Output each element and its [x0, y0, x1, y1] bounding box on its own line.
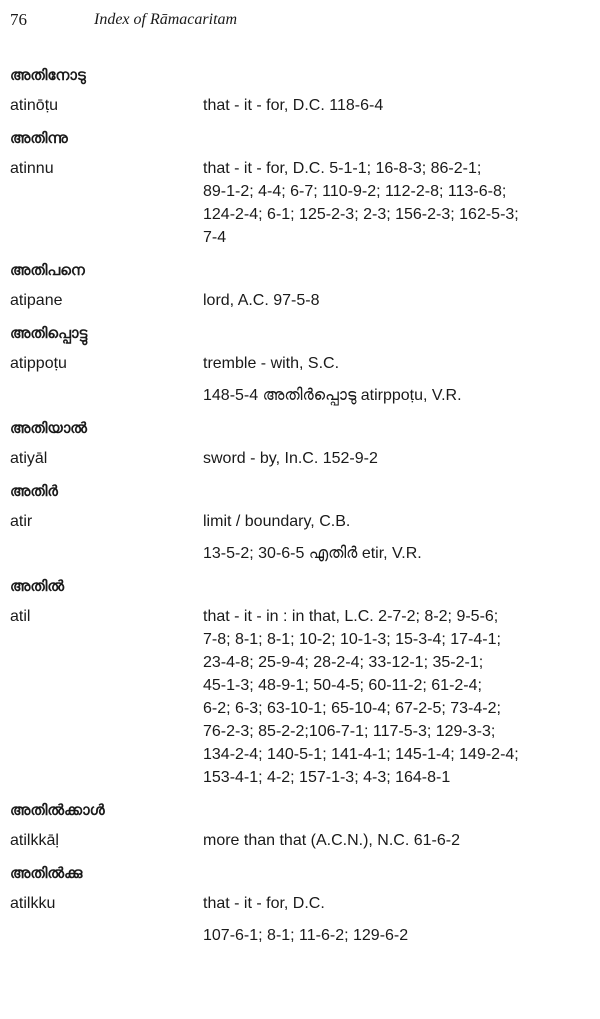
gloss-line: 124-2-4; 6-1; 125-2-3; 2-3; 156-2-3; 162-5-3; — [203, 206, 519, 223]
gloss — [203, 601, 586, 789]
index-entry — [10, 255, 586, 318]
malayalam-headword: അതിൽ — [10, 577, 65, 595]
gloss-line: that - it - for, D.C. 5-1-1; 16-8-3; 86-2-1; — [203, 160, 482, 177]
gloss-line: more than that (A.C.N.), N.C. 61-6-2 — [203, 832, 460, 849]
entry-row — [10, 348, 586, 407]
gloss — [203, 506, 586, 565]
gloss — [203, 153, 586, 249]
entry-row — [10, 506, 586, 565]
index-entry — [10, 318, 586, 413]
gloss-line: 76-2-3; 85-2-2;106-7-1; 117-5-3; 129-3-3; — [203, 723, 496, 740]
entry-row — [10, 888, 586, 947]
gloss-line: lord, A.C. 97-5-8 — [203, 292, 320, 309]
transliterated-term: atir — [10, 513, 33, 530]
gloss — [203, 285, 586, 312]
transliterated-term: atilkkāḷ — [10, 832, 59, 849]
entry-row — [10, 90, 586, 117]
gloss-line: 134-2-4; 140-5-1; 141-4-1; 145-1-4; 149-2-4; — [203, 746, 519, 763]
transliterated-term: atippoṭu — [10, 355, 67, 372]
transliterated-term: atinōṭu — [10, 97, 59, 114]
malayalam-headword: അതിർ — [10, 482, 58, 500]
gloss-line: 7-4 — [203, 229, 227, 246]
malayalam-headword: അതിപ്പൊട്ടു — [10, 324, 88, 342]
gloss-line: 45-1-3; 48-9-1; 50-4-5; 60-11-2; 61-2-4; — [203, 677, 482, 694]
transliterated-term: atil — [10, 608, 31, 625]
malayalam-headword: അതിന്നു — [10, 129, 68, 147]
gloss-line: that - it - for, D.C. 118-6-4 — [203, 97, 384, 114]
gloss — [203, 888, 586, 947]
gloss-continuation-line: 13-5-2; 30-6-5 എതിർ etir, V.R. — [203, 545, 422, 562]
index-entry — [10, 123, 586, 255]
gloss-continuation-line: 107-6-1; 8-1; 11-6-2; 129-6-2 — [203, 927, 409, 944]
gloss-continuation-line: 148-5-4 അതിർപ്പൊടു atirppoṭu, V.R. — [203, 387, 462, 404]
index-entry — [10, 858, 586, 953]
malayalam-headword: അതിയാൽ — [10, 419, 87, 437]
transliterated-term: atipane — [10, 292, 63, 309]
malayalam-headword: അതിൽക്കു — [10, 864, 83, 882]
entry-row — [10, 825, 586, 852]
entry-row — [10, 285, 586, 312]
gloss-line: tremble - with, S.C. — [203, 355, 340, 372]
index-entry — [10, 476, 586, 571]
malayalam-headword: അതിനോടു — [10, 66, 86, 84]
index-entry — [10, 571, 586, 795]
gloss-line: 23-4-8; 25-9-4; 28-2-4; 33-12-1; 35-2-1; — [203, 654, 484, 671]
gloss — [203, 443, 586, 470]
transliterated-term: atiyāl — [10, 450, 48, 467]
gloss — [203, 90, 586, 117]
gloss — [203, 825, 586, 852]
page-number: 76 — [10, 10, 27, 29]
index-entry — [10, 413, 586, 476]
transliterated-term: atinnu — [10, 160, 54, 177]
gloss-line: 153-4-1; 4-2; 157-1-3; 4-3; 164-8-1 — [203, 769, 451, 786]
gloss-line: 7-8; 8-1; 8-1; 10-2; 10-1-3; 15-3-4; 17-4-1; — [203, 631, 501, 648]
page-header — [10, 10, 590, 40]
index-entries — [10, 60, 586, 953]
entry-row — [10, 153, 586, 249]
entry-row — [10, 601, 586, 789]
entry-row — [10, 443, 586, 470]
transliterated-term: atilkku — [10, 895, 56, 912]
malayalam-headword: അതിൽക്കാൾ — [10, 801, 105, 819]
index-entry — [10, 795, 586, 858]
malayalam-headword: അതിപനെ — [10, 261, 85, 279]
gloss-line: 6-2; 6-3; 63-10-1; 65-10-4; 67-2-5; 73-4-2; — [203, 700, 501, 717]
gloss-line: that - it - for, D.C. — [203, 895, 325, 912]
gloss-line: 89-1-2; 4-4; 6-7; 110-9-2; 112-2-8; 113-6-8; — [203, 183, 507, 200]
gloss-line: limit / boundary, C.B. — [203, 513, 351, 530]
running-title: Index of Rāmacaritam — [94, 11, 238, 28]
gloss — [203, 348, 586, 407]
gloss-line: that - it - in : in that, L.C. 2-7-2; 8-2; 9-5-6; — [203, 608, 499, 625]
gloss-line: sword - by, In.C. 152-9-2 — [203, 450, 378, 467]
index-entry — [10, 60, 586, 123]
